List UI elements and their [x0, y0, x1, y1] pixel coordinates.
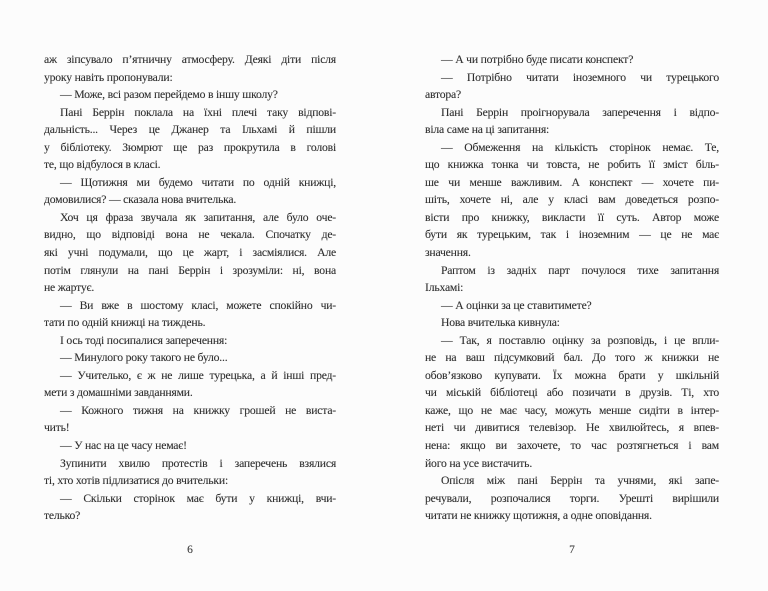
- text-line: дальність... Через це Джанер та Ільхамі й пішли: [44, 123, 336, 137]
- text-line: ше чи менше важливим. А конспект — хочете пи-: [425, 175, 719, 189]
- text-line: — У нас на це часу немає!: [60, 439, 187, 453]
- text-line: шіть, хочете ні, але у класі вам доведеться розпо-: [425, 193, 719, 207]
- text-line: — Може, всі разом перейдемо в іншу школу?: [60, 88, 278, 102]
- text-line: — Щотижня ми будемо читати по одній книжці,: [60, 175, 336, 189]
- right-page: [425, 0, 719, 591]
- text-line: чи міській бібліотеці або позичати в друзів. Ті, хто: [425, 386, 719, 400]
- text-line: аж зіпсувало п’ятничну атмосферу. Деякі діти після: [44, 53, 336, 66]
- text-line: які учні подумали, що це жарт, і засміялися. Але: [44, 246, 336, 260]
- text-line: ті, хто хотів підлизатися до вчительки:: [44, 474, 228, 488]
- text-line: речували, розпочалися торги. Урешті вирішили: [425, 491, 719, 505]
- text-line: значення.: [425, 246, 471, 260]
- text-line: Зупинити хвилю протестів і заперечень взялися: [60, 456, 336, 470]
- text-line: уроку навіть пропонували:: [44, 70, 173, 84]
- text-line: мети з домашніми завданнями.: [44, 386, 193, 400]
- text-line: — Потрібно читати іноземного чи турецького: [441, 70, 719, 84]
- text-line: автора?: [425, 88, 462, 102]
- text-line: нена: якщо ви захочете, то час розтягнеться і вам: [425, 439, 719, 453]
- text-line: вісти про книжку, викласти її суть. Автор може: [425, 210, 719, 224]
- text-line: каже, що не має часу, можуть менше сидіти в інтер-: [425, 403, 719, 417]
- left-page-text: [44, 51, 336, 525]
- text-line: — А оцінки за це ставитимете?: [441, 298, 592, 312]
- text-line: Пані Беррін проігнорувала заперечення і відпо-: [441, 105, 719, 119]
- text-line: неті чи дивитися телевізор. Не хвилюйтесь, я впев-: [425, 421, 719, 435]
- text-line: віла саме на ці запитання:: [425, 123, 550, 137]
- text-line: чить!: [44, 421, 70, 435]
- right-page-text: [425, 51, 719, 525]
- text-line: — Так, я поставлю оцінку за розповідь, і це впли-: [441, 333, 719, 347]
- text-line: телько?: [44, 509, 81, 523]
- text-line: Ільхамі:: [425, 281, 464, 295]
- text-line: тати по одній книжці на тиждень.: [44, 316, 206, 330]
- text-line: Пані Беррін поклала на їхні плечі таку відпові-: [60, 105, 336, 119]
- left-page: [44, 0, 336, 591]
- text-line: — Кожного тижня на книжку грошей не виста-: [60, 403, 336, 417]
- text-line: Раптом із задніх парт почулося тихе запитання: [441, 263, 719, 277]
- text-line: — Ви вже в шостому класі, можете спокійно чи-: [60, 298, 336, 312]
- text-line: — Обмеження на кількість сторінок немає. Те,: [441, 140, 719, 154]
- text-line: — Скільки сторінок має бути у книжці, вчи-: [60, 491, 336, 505]
- text-line: Нова вчителька кивнула:: [441, 316, 560, 330]
- text-line: Опісля між пані Беррін та учнями, які запе-: [441, 474, 719, 488]
- left-page-number: 6: [187, 544, 193, 556]
- text-line: обов’язково купувати. Їх можна брати у шкільній: [425, 368, 719, 382]
- text-line: читати не книжку щотижня, а одне оповідання.: [425, 509, 652, 523]
- text-line: — Минулого року такого не було...: [60, 351, 228, 365]
- text-line: потім глянули на пані Беррін і зрозуміли: ні, вона: [44, 263, 336, 277]
- text-line: бути як турецьким, так і іноземним — це не має: [425, 228, 719, 242]
- text-line: домовилися? — сказала нова вчителька.: [44, 193, 237, 207]
- text-line: не жартує.: [44, 281, 95, 295]
- text-line: І ось тоді посипалися заперечення:: [60, 333, 228, 347]
- text-line: не на ваш підсумковий бал. До того ж книжки не: [425, 351, 719, 365]
- text-line: те, що відбулося в класі.: [44, 158, 161, 172]
- text-line: у бібліотеку. Зюмрют ще раз прокрутила в голові: [44, 140, 336, 154]
- text-line: що книжка тонка чи товста, не робить її зміст біль-: [425, 158, 719, 172]
- text-line: — А чи потрібно буде писати конспект?: [441, 53, 634, 66]
- text-line: — Учителько, є ж не лише турецька, а й інші пред-: [60, 368, 336, 382]
- text-line: Хоч ця фраза звучала як запитання, але було оче-: [60, 210, 336, 224]
- text-line: його на усе вистачить.: [425, 456, 533, 470]
- right-page-number: 7: [569, 544, 575, 556]
- text-line: видно, що відповіді вона не чекала. Спочатку де-: [44, 228, 336, 242]
